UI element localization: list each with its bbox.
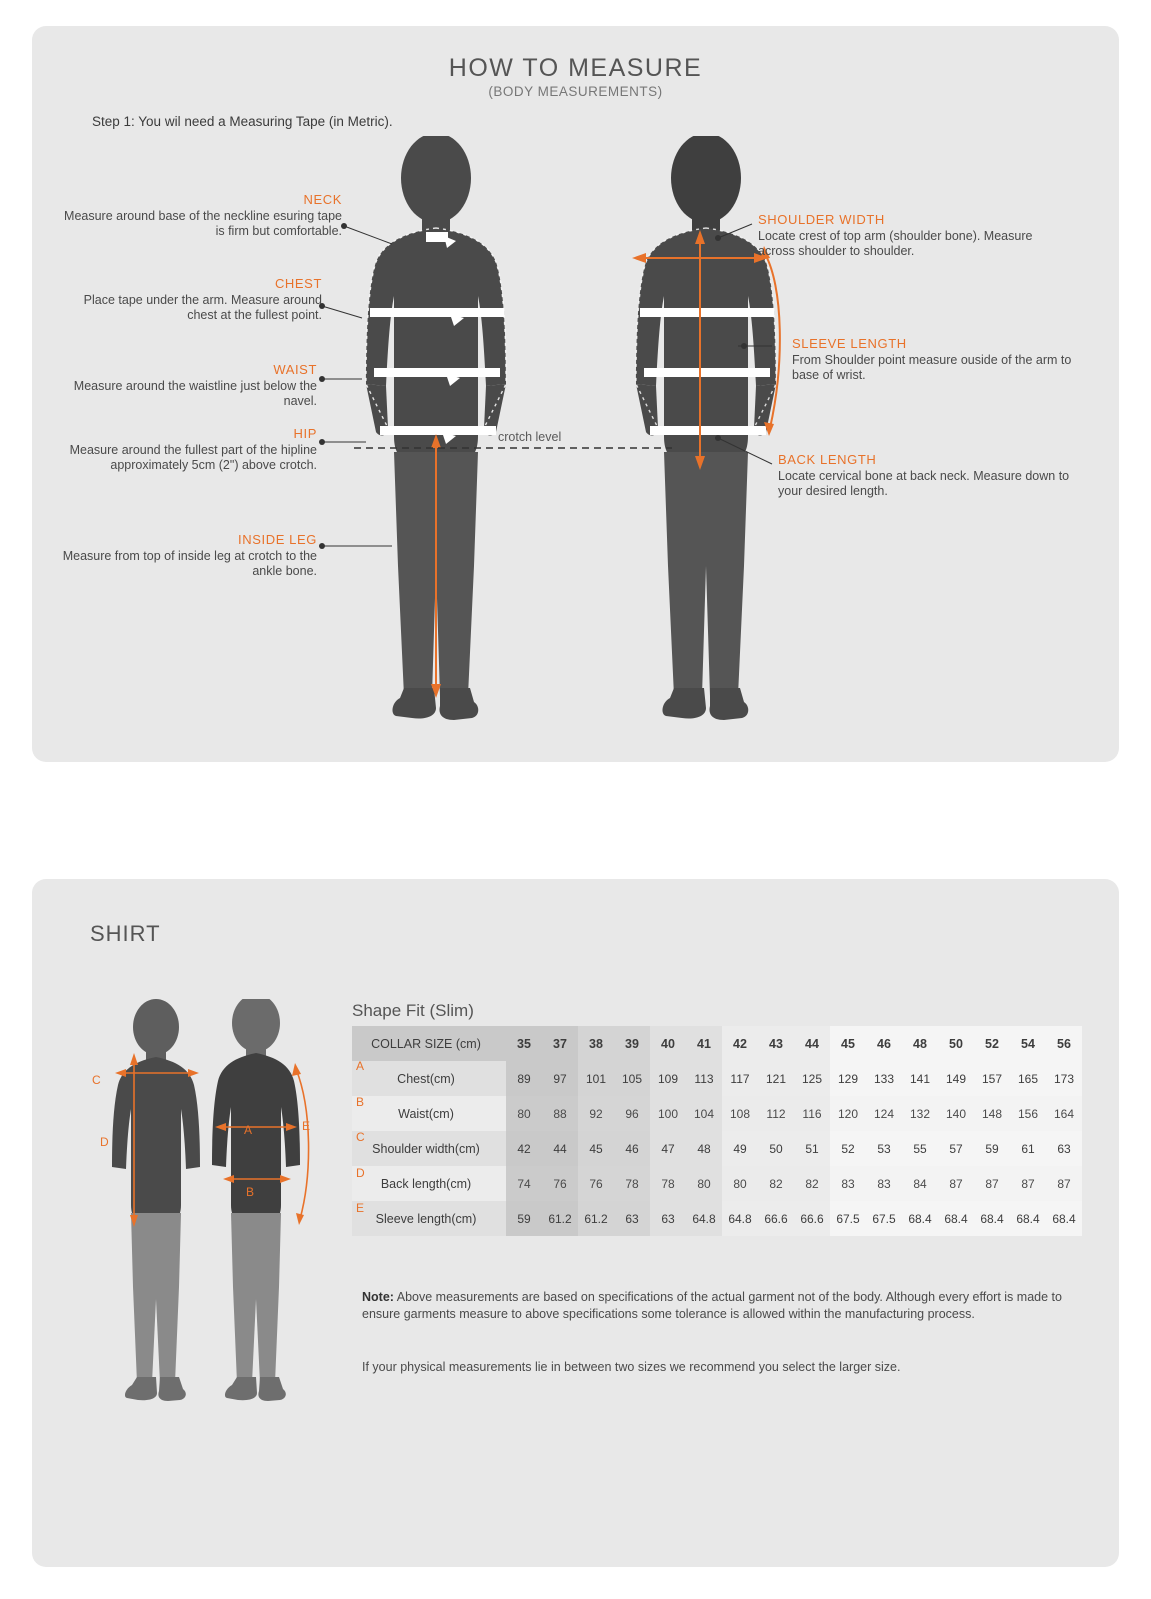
table-row (352, 1131, 1082, 1166)
size-cell: 51 (794, 1131, 830, 1166)
size-cell: 61.2 (578, 1201, 614, 1236)
size-cell: 63 (1046, 1131, 1082, 1166)
size-column-header: 37 (542, 1026, 578, 1061)
size-cell: 68.4 (1046, 1201, 1082, 1236)
size-cell: 53 (866, 1131, 902, 1166)
size-cell: 112 (758, 1096, 794, 1131)
crotch-level-label: crotch level (498, 430, 562, 444)
size-table (352, 1026, 1082, 1236)
size-column-header: 50 (938, 1026, 974, 1061)
size-cell: 66.6 (794, 1201, 830, 1236)
size-column-header: 56 (1046, 1026, 1082, 1061)
size-cell: 46 (614, 1131, 650, 1166)
shirt-section-title: SHIRT (90, 921, 161, 946)
page-subtitle: (BODY MEASUREMENTS) (488, 84, 663, 99)
size-cell: 67.5 (830, 1201, 866, 1236)
size-column-header: 35 (506, 1026, 542, 1061)
annotation-back-length: BACK LENGTH Locate cervical bone at back neck. Measure down to your desired length. (778, 452, 1070, 498)
size-cell: 67.5 (866, 1201, 902, 1236)
size-table-wrap (352, 1026, 1082, 1236)
size-cell: 80 (686, 1166, 722, 1201)
measurement-note (362, 1289, 1062, 1322)
size-cell: 104 (686, 1096, 722, 1131)
measurement-row-label: Chest(cm) (352, 1061, 506, 1096)
size-cell: 45 (578, 1131, 614, 1166)
annotation-sleeve-length: SLEEVE LENGTH From Shoulder point measure ouside of the arm to base of wrist. (792, 336, 1072, 382)
size-cell: 87 (1010, 1166, 1046, 1201)
annotation-shoulder-width: SHOULDER WIDTH Locate crest of top arm (shoulder bone). Measure across shoulder to shoulder. (758, 212, 1033, 258)
size-column-header: 46 (866, 1026, 902, 1061)
size-column-header: 43 (758, 1026, 794, 1061)
size-cell: 84 (902, 1166, 938, 1201)
measurement-row-label: Waist(cm) (352, 1096, 506, 1131)
size-column-header: 48 (902, 1026, 938, 1061)
row-letter-d: D (356, 1166, 365, 1180)
size-cell: 89 (506, 1061, 542, 1096)
size-cell: 156 (1010, 1096, 1046, 1131)
size-cell: 105 (614, 1061, 650, 1096)
annotation-neck: NECK Measure around base of the neckline esuring tape is firm but comfortable. (64, 192, 342, 238)
size-cell: 132 (902, 1096, 938, 1131)
table-row (352, 1201, 1082, 1236)
size-column-header: 54 (1010, 1026, 1046, 1061)
size-cell: 173 (1046, 1061, 1082, 1096)
size-cell: 116 (794, 1096, 830, 1131)
letter-e-label: E (302, 1119, 311, 1133)
size-column-header: 41 (686, 1026, 722, 1061)
size-cell: 78 (650, 1166, 686, 1201)
size-cell: 148 (974, 1096, 1010, 1131)
size-cell: 100 (650, 1096, 686, 1131)
size-cell: 44 (542, 1131, 578, 1166)
size-column-header: 52 (974, 1026, 1010, 1061)
measurement-row-label: Shoulder width(cm) (352, 1131, 506, 1166)
size-cell: 92 (578, 1096, 614, 1131)
size-cell: 50 (758, 1131, 794, 1166)
size-cell: 59 (974, 1131, 1010, 1166)
size-cell: 140 (938, 1096, 974, 1131)
size-cell: 80 (506, 1096, 542, 1131)
size-cell: 121 (758, 1061, 794, 1096)
size-cell: 64.8 (722, 1201, 758, 1236)
annotation-inside-leg: INSIDE LEG Measure from top of inside leg at crotch to the ankle bone. (62, 532, 317, 578)
size-cell: 78 (614, 1166, 650, 1201)
size-cell: 66.6 (758, 1201, 794, 1236)
size-cell: 149 (938, 1061, 974, 1096)
size-cell: 125 (794, 1061, 830, 1096)
size-cell: 68.4 (1010, 1201, 1046, 1236)
size-cell: 49 (722, 1131, 758, 1166)
annotation-waist: WAIST Measure around the waistline just below the navel. (73, 362, 317, 408)
letter-b-label: B (246, 1185, 255, 1199)
size-cell: 129 (830, 1061, 866, 1096)
letter-d-label: D (100, 1135, 109, 1149)
annotation-chest: CHEST Place tape under the arm. Measure around chest at the fullest point. (83, 276, 322, 322)
size-cell: 88 (542, 1096, 578, 1131)
annotation-hip: HIP Measure around the fullest part of the hipline approximately 5cm (2") above crotch. (69, 426, 317, 472)
size-cell: 87 (1046, 1166, 1082, 1201)
size-cell: 101 (578, 1061, 614, 1096)
size-cell: 64.8 (686, 1201, 722, 1236)
size-cell: 59 (506, 1201, 542, 1236)
measurement-row-label: Back length(cm) (352, 1166, 506, 1201)
fit-title: Shape Fit (Slim) (352, 1001, 474, 1020)
size-cell: 157 (974, 1061, 1010, 1096)
shirt-panel (32, 879, 1119, 1567)
size-cell: 117 (722, 1061, 758, 1096)
page-title: HOW TO MEASURE (448, 54, 703, 82)
size-cell: 61.2 (542, 1201, 578, 1236)
size-cell: 165 (1010, 1061, 1046, 1096)
size-cell: 133 (866, 1061, 902, 1096)
note-body: Above measurements are based on specifications of the actual garment not of the body. Although every effort is made to ensure garments measure to above specifications some tolerance is allowed within the manufacturing process. (362, 1290, 1062, 1321)
size-cell: 113 (686, 1061, 722, 1096)
shirt-figures (80, 999, 340, 1419)
row-letter-a: A (356, 1059, 365, 1073)
size-cell: 87 (974, 1166, 1010, 1201)
size-cell: 68.4 (902, 1201, 938, 1236)
size-cell: 83 (830, 1166, 866, 1201)
size-cell: 47 (650, 1131, 686, 1166)
size-cell: 63 (650, 1201, 686, 1236)
size-cell: 42 (506, 1131, 542, 1166)
step-instruction: Step 1: You wil need a Measuring Tape (in Metric). (92, 114, 393, 129)
size-cell: 97 (542, 1061, 578, 1096)
size-cell: 68.4 (938, 1201, 974, 1236)
table-row (352, 1166, 1082, 1201)
size-column-header: 44 (794, 1026, 830, 1061)
size-cell: 52 (830, 1131, 866, 1166)
collar-size-header: COLLAR SIZE (cm) (352, 1026, 506, 1061)
letter-c-label: C (92, 1073, 101, 1087)
size-cell: 124 (866, 1096, 902, 1131)
size-column-header: 42 (722, 1026, 758, 1061)
size-cell: 108 (722, 1096, 758, 1131)
row-letter-e: E (356, 1201, 365, 1215)
table-row (352, 1096, 1082, 1131)
size-cell: 82 (794, 1166, 830, 1201)
table-row (352, 1061, 1082, 1096)
size-column-header: 38 (578, 1026, 614, 1061)
size-cell: 82 (758, 1166, 794, 1201)
note-bold-label: Note: (362, 1290, 394, 1304)
size-cell: 164 (1046, 1096, 1082, 1131)
row-letter-c: C (356, 1130, 365, 1144)
size-cell: 109 (650, 1061, 686, 1096)
size-cell: 76 (542, 1166, 578, 1201)
size-cell: 63 (614, 1201, 650, 1236)
size-cell: 141 (902, 1061, 938, 1096)
size-column-header: 39 (614, 1026, 650, 1061)
size-cell: 120 (830, 1096, 866, 1131)
size-cell: 80 (722, 1166, 758, 1201)
row-letter-b: B (356, 1095, 365, 1109)
size-cell: 96 (614, 1096, 650, 1131)
size-cell: 68.4 (974, 1201, 1010, 1236)
size-cell: 87 (938, 1166, 974, 1201)
size-column-header: 40 (650, 1026, 686, 1061)
size-cell: 74 (506, 1166, 542, 1201)
how-to-measure-panel (32, 26, 1119, 762)
size-column-header: 45 (830, 1026, 866, 1061)
measurement-row-label: Sleeve length(cm) (352, 1201, 506, 1236)
size-cell: 83 (866, 1166, 902, 1201)
size-cell: 76 (578, 1166, 614, 1201)
size-cell: 48 (686, 1131, 722, 1166)
letter-a-label: A (244, 1123, 253, 1137)
size-cell: 57 (938, 1131, 974, 1166)
size-recommendation-note: If your physical measurements lie in between two sizes we recommend you select the larger size. (362, 1360, 901, 1374)
size-cell: 61 (1010, 1131, 1046, 1166)
size-cell: 55 (902, 1131, 938, 1166)
